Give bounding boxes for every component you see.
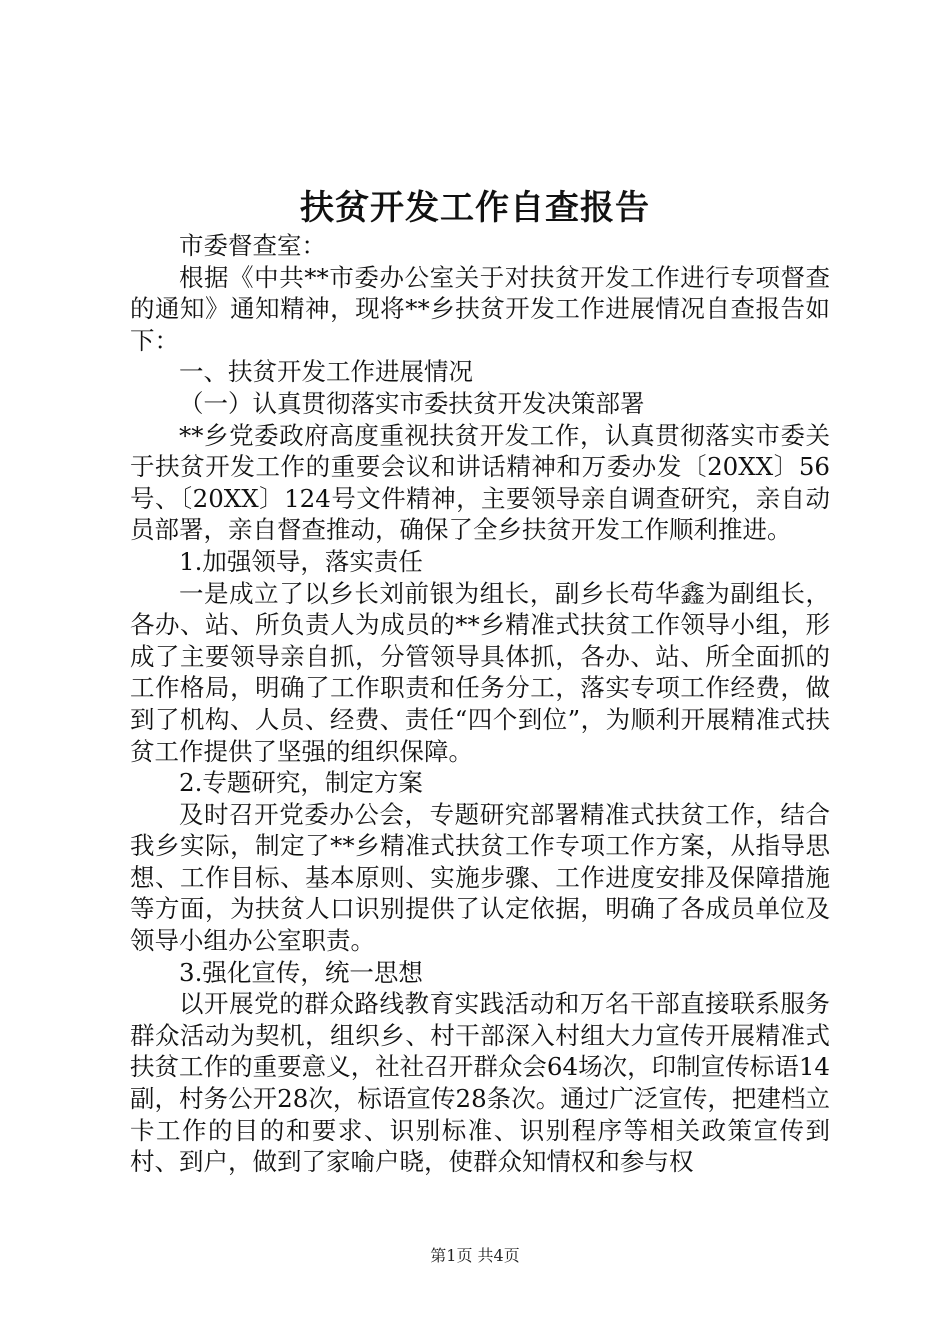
- subsection-heading: （一）认真贯彻落实市委扶贫开发决策部署: [179, 388, 645, 418]
- body-paragraph: 一是成立了以乡长刘前银为组长，副乡长苟华鑫为副组长，各办、站、所负责人为成员的**乡精准式扶贫工作领导小组，形成了主要领导亲自抓，分管领导具体抓，各办、站、所全面抓的工作格局，明确了工作职责和任务分工，落实专项工作经费，做到了机构、人员、经费、责任“四个到位”，为顺利开展精准式扶贫工作提供了坚强的组织保障。: [130, 578, 830, 766]
- body-paragraph: 以开展党的群众路线教育实践活动和万名干部直接联系服务群众活动为契机，组织乡、村干部深入村组大力宣传开展精准式扶贫工作的重要意义，社社召开群众会64场次，印制宣传标语14副，村务公开28次，标语宣传28条次。通过广泛宣传，把建档立卡工作的目的和要求、识别标准、识别程序等相关政策宣传到村、到户，做到了家喻户晓，使群众知情权和参与权: [130, 989, 830, 1177]
- page-footer: [0, 1245, 950, 1267]
- total-pages: 共4页: [477, 1246, 520, 1265]
- document-body: [130, 230, 830, 1178]
- item-heading: 3.强化宣传，统一思想: [179, 957, 423, 987]
- item-heading: 1.加强领导，落实责任: [179, 546, 423, 576]
- document-title: 扶贫开发工作自查报告: [300, 188, 650, 228]
- item-heading: 2.专题研究，制定方案: [179, 768, 423, 798]
- body-paragraph: 及时召开党委办公会，专题研究部署精准式扶贫工作，结合我乡实际，制定了**乡精准式扶贫工作专项工作方案，从指导思想、工作目标、基本原则、实施步骤、工作进度安排及保障措施等方面，为扶贫人口识别提供了认定依据，明确了各成员单位及领导小组办公室职责。: [130, 799, 830, 956]
- page-number: 第1页: [430, 1246, 473, 1265]
- body-paragraph: **乡党委政府高度重视扶贫开发工作，认真贯彻落实市委关于扶贫开发工作的重要会议和讲话精神和万委办发〔20XX〕56号、〔20XX〕124号文件精神，主要领导亲自调查研究，亲自动员部署，亲自督查推动，确保了全乡扶贫开发工作顺利推进。: [130, 420, 830, 545]
- section-heading: 一、扶贫开发工作进展情况: [179, 357, 473, 387]
- intro-paragraph: 根据《中共**市委办公室关于对扶贫开发工作进行专项督查的通知》通知精神，现将**乡扶贫开发工作进展情况自查报告如下：: [130, 262, 830, 355]
- salutation: 市委督查室：: [179, 231, 326, 260]
